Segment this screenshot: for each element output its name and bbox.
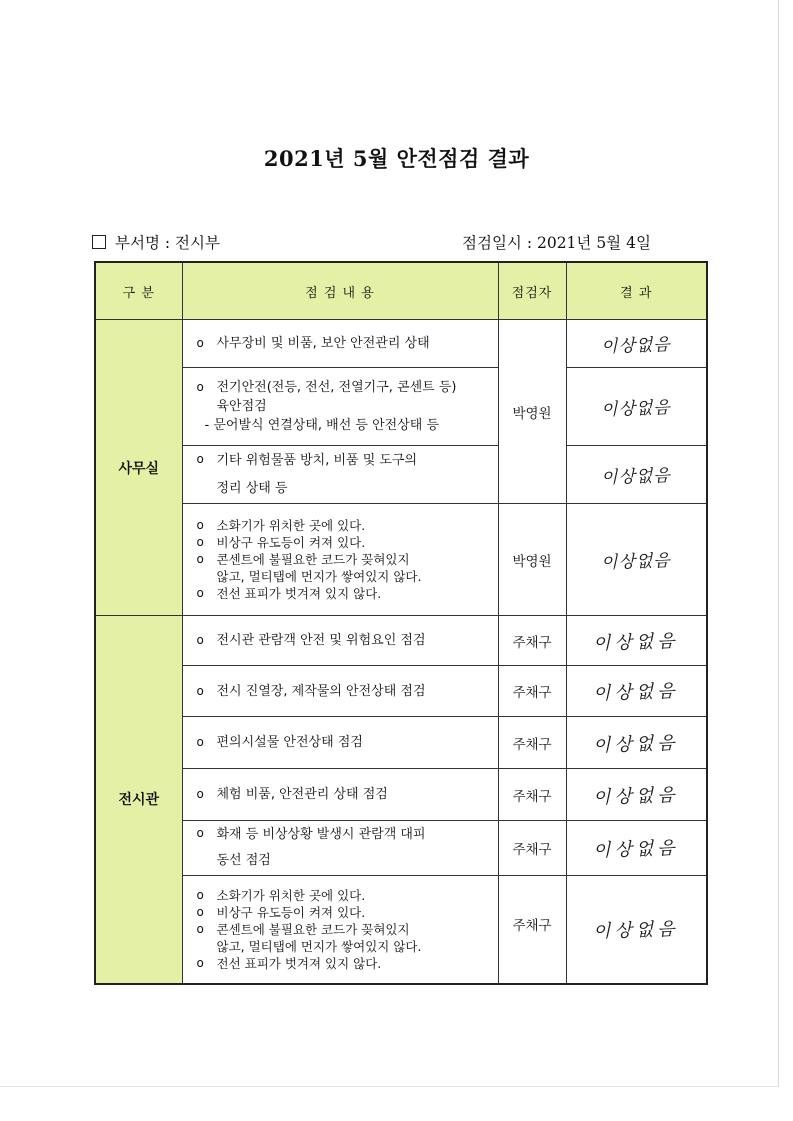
- inspector-cell: 주채구: [498, 821, 566, 876]
- check-content: o 전시 진열장, 제작물의 안전상태 점검: [182, 666, 498, 717]
- inspector-cell: 주채구: [498, 666, 566, 717]
- check-content: o 전기안전(전등, 전선, 전열기구, 콘센트 등) 육안점검 - 문어발식 연결상태, 배선 등 안전상태 등: [182, 368, 498, 446]
- result-signature: 이상없음: [566, 821, 707, 876]
- result-signature: 이상없음: [566, 616, 707, 666]
- checkbox-icon: [92, 235, 106, 249]
- check-content: o 사무장비 및 비품, 보안 안전관리 상태: [182, 320, 498, 368]
- table-row: [95, 821, 707, 876]
- result-signature: 이상없음: [566, 769, 707, 821]
- department-label: 부서명 : 전시부: [115, 234, 220, 252]
- table-row: [95, 876, 707, 984]
- check-content: o 화재 등 비상상황 발생시 관람객 대피 동선 점검: [182, 821, 498, 876]
- result-signature: 이상없음: [566, 876, 707, 984]
- table-row: [95, 666, 707, 717]
- table-row: [95, 446, 707, 504]
- inspection-table: [94, 261, 708, 985]
- header-result: 결 과: [566, 262, 707, 320]
- result-signature: 이상없음: [566, 368, 707, 446]
- table-header-row: [95, 262, 707, 320]
- header-inspector: 점검자: [498, 262, 566, 320]
- category-office: 사무실: [95, 320, 182, 616]
- result-signature: 이상없음: [566, 320, 707, 368]
- inspector-cell: 주채구: [498, 616, 566, 666]
- check-content: o 기타 위험물품 방치, 비품 및 도구의 정리 상태 등: [182, 446, 498, 504]
- inspector-cell: 주채구: [498, 876, 566, 984]
- category-hall: 전시관: [95, 616, 182, 984]
- inspector-cell: 박영원: [498, 504, 566, 616]
- table-row: [95, 368, 707, 446]
- table-row: [95, 769, 707, 821]
- result-signature: 이상없음: [566, 504, 707, 616]
- check-content: o 소화기가 위치한 곳에 있다. o 비상구 유도등이 켜져 있다. o 콘센트에 불필요한 코드가 꽂혀있지 않고, 멀티탭에 먼지가 쌓여있지 않다. o 전선 표피가 벗겨져 있지 않다.: [182, 504, 498, 616]
- result-signature: 이상없음: [566, 446, 707, 504]
- header-category: 구 분: [95, 262, 182, 320]
- inspector-cell: 주채구: [498, 769, 566, 821]
- inspector-cell: 주채구: [498, 717, 566, 769]
- header-content: 점 검 내 용: [182, 262, 498, 320]
- inspector-cell: 박영원: [498, 320, 566, 504]
- check-content: o 전시관 관람객 안전 및 위험요인 점검: [182, 616, 498, 666]
- check-content: o 소화기가 위치한 곳에 있다. o 비상구 유도등이 켜져 있다. o 콘센트에 불필요한 코드가 꽂혀있지 않고, 멀티탭에 먼지가 쌓여있지 않다. o 전선 표피가 벗겨져 있지 않다.: [182, 876, 498, 984]
- check-content: o 체험 비품, 안전관리 상태 점검: [182, 769, 498, 821]
- table-row: [95, 717, 707, 769]
- document-title: 2021년 5월 안전점검 결과: [263, 146, 530, 171]
- table-row: [95, 320, 707, 368]
- result-signature: 이상없음: [566, 717, 707, 769]
- table-row: [95, 504, 707, 616]
- inspection-date: 점검일시 : 2021년 5월 4일: [462, 234, 651, 252]
- table-row: [95, 616, 707, 666]
- result-signature: 이상없음: [566, 666, 707, 717]
- department-line: [92, 231, 220, 253]
- check-content: o 편의시설물 안전상태 점검: [182, 717, 498, 769]
